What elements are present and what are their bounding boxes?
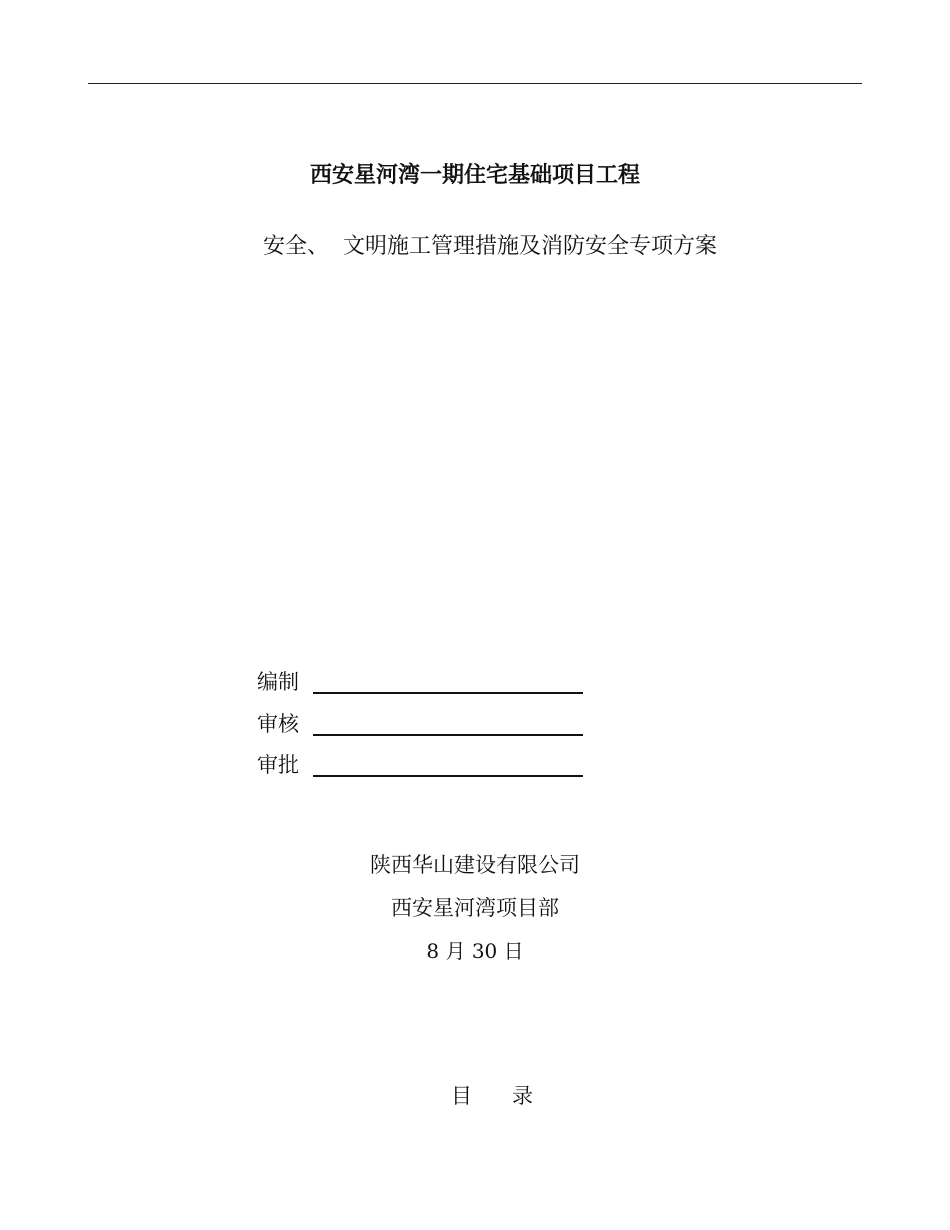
- signature-row-reviewed: [257, 708, 583, 738]
- toc-heading: 目 录: [450, 1084, 534, 1108]
- signature-line-reviewed: [313, 734, 583, 736]
- signature-row-compiled: [257, 666, 583, 696]
- signature-line-approved: [313, 775, 583, 777]
- header-rule: [88, 83, 862, 84]
- signature-label-reviewed: 审核: [257, 712, 299, 736]
- company-name: 陕西华山建设有限公司: [370, 853, 580, 877]
- document-subtitle: 安全、 文明施工管理措施及消防安全专项方案: [263, 234, 717, 259]
- signature-row-approved: [257, 749, 583, 779]
- signature-line-compiled: [313, 692, 583, 694]
- signature-label-compiled: 编制: [257, 670, 299, 694]
- signature-label-approved: 审批: [257, 753, 299, 777]
- document-title: 西安星河湾一期住宅基础项目工程: [309, 163, 640, 188]
- issue-date: 8 月 30 日: [426, 939, 524, 963]
- department-name: 西安星河湾项目部: [391, 896, 559, 920]
